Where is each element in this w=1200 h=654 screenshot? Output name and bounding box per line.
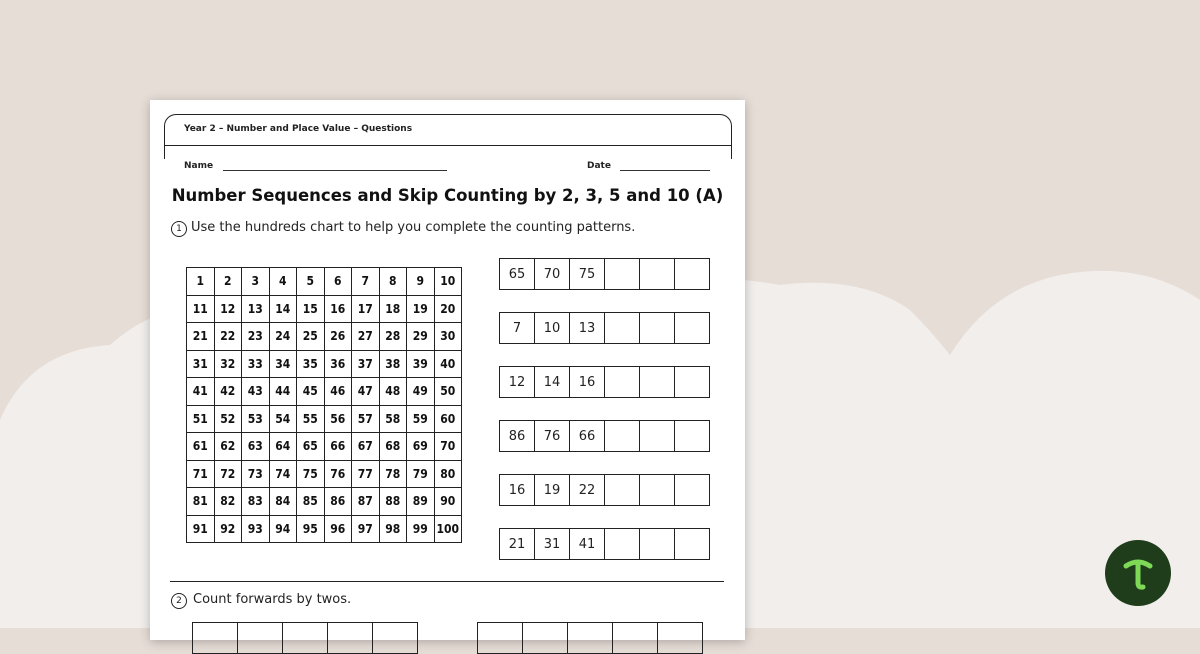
chart-cell: 19 [407, 295, 435, 323]
chart-cell: 37 [352, 350, 380, 378]
chart-cell: 69 [407, 433, 435, 461]
chart-cell: 31 [187, 350, 215, 378]
chart-row [187, 268, 462, 296]
answer-box[interactable] [612, 622, 658, 654]
chart-cell: 66 [324, 433, 352, 461]
given-number: 12 [499, 366, 535, 398]
chart-cell: 99 [407, 515, 435, 543]
chart-cell: 55 [297, 405, 325, 433]
chart-cell: 38 [379, 350, 407, 378]
chart-cell: 20 [434, 295, 462, 323]
chart-cell: 34 [269, 350, 297, 378]
given-number: 76 [534, 420, 570, 452]
chart-cell: 80 [434, 460, 462, 488]
answer-box[interactable] [639, 420, 675, 452]
chart-cell: 33 [242, 350, 270, 378]
chart-cell: 42 [214, 378, 242, 406]
answer-box[interactable] [604, 528, 640, 560]
chart-cell: 24 [269, 323, 297, 351]
chart-cell: 51 [187, 405, 215, 433]
chart-cell: 29 [407, 323, 435, 351]
chart-cell: 28 [379, 323, 407, 351]
given-number: 75 [569, 258, 605, 290]
chart-cell: 10 [434, 268, 462, 296]
answer-box[interactable] [604, 474, 640, 506]
given-number: 14 [534, 366, 570, 398]
given-number: 10 [534, 312, 570, 344]
chart-cell: 73 [242, 460, 270, 488]
chart-cell: 4 [269, 268, 297, 296]
chart-cell: 46 [324, 378, 352, 406]
worksheet-page [150, 100, 745, 640]
given-number: 65 [499, 258, 535, 290]
chart-cell: 77 [352, 460, 380, 488]
chart-cell: 63 [242, 433, 270, 461]
chart-cell: 96 [324, 515, 352, 543]
date-field[interactable] [620, 170, 710, 171]
counting-pattern-row [499, 312, 710, 344]
chart-cell: 39 [407, 350, 435, 378]
question-2-number: 2 [171, 593, 187, 609]
chart-cell: 22 [214, 323, 242, 351]
counting-pattern-row [499, 258, 710, 290]
chart-cell: 57 [352, 405, 380, 433]
chart-cell: 17 [352, 295, 380, 323]
chart-cell: 75 [297, 460, 325, 488]
chart-cell: 23 [242, 323, 270, 351]
chart-cell: 27 [352, 323, 380, 351]
given-number: 13 [569, 312, 605, 344]
answer-box[interactable] [477, 622, 523, 654]
answer-box[interactable] [192, 622, 238, 654]
chart-cell: 92 [214, 515, 242, 543]
chart-cell: 53 [242, 405, 270, 433]
chart-cell: 45 [297, 378, 325, 406]
hundreds-chart [186, 267, 462, 543]
chart-cell: 9 [407, 268, 435, 296]
chart-cell: 21 [187, 323, 215, 351]
header-rule [164, 145, 731, 146]
chart-cell: 14 [269, 295, 297, 323]
chart-cell: 11 [187, 295, 215, 323]
chart-cell: 61 [187, 433, 215, 461]
chart-cell: 78 [379, 460, 407, 488]
chart-cell: 70 [434, 433, 462, 461]
twos-pattern-left [192, 622, 418, 654]
chart-cell: 30 [434, 323, 462, 351]
answer-box[interactable] [639, 258, 675, 290]
answer-box[interactable] [282, 622, 328, 654]
given-number: 31 [534, 528, 570, 560]
chart-cell: 88 [379, 488, 407, 516]
chart-cell: 74 [269, 460, 297, 488]
chart-cell: 98 [379, 515, 407, 543]
chart-cell: 76 [324, 460, 352, 488]
chart-row [187, 488, 462, 516]
chart-cell: 54 [269, 405, 297, 433]
chart-cell: 43 [242, 378, 270, 406]
chart-cell: 100 [434, 515, 462, 543]
section-divider [170, 581, 724, 582]
given-number: 16 [569, 366, 605, 398]
chart-cell: 72 [214, 460, 242, 488]
chart-row [187, 460, 462, 488]
chart-cell: 47 [352, 378, 380, 406]
question-1-text: Use the hundreds chart to help you complete the counting patterns. [191, 220, 636, 235]
chart-row [187, 323, 462, 351]
twos-pattern-right [477, 622, 703, 654]
chart-cell: 3 [242, 268, 270, 296]
chart-row [187, 378, 462, 406]
answer-box[interactable] [674, 420, 710, 452]
chart-cell: 82 [214, 488, 242, 516]
chart-cell: 58 [379, 405, 407, 433]
answer-box[interactable] [674, 528, 710, 560]
answer-box[interactable] [604, 258, 640, 290]
chart-cell: 94 [269, 515, 297, 543]
chart-cell: 86 [324, 488, 352, 516]
worksheet-title: Number Sequences and Skip Counting by 2, 3, 5 and 10 (A) [171, 186, 724, 205]
answer-box[interactable] [604, 420, 640, 452]
chart-cell: 18 [379, 295, 407, 323]
chart-cell: 36 [324, 350, 352, 378]
answer-box[interactable] [372, 622, 418, 654]
given-number: 19 [534, 474, 570, 506]
answer-box[interactable] [237, 622, 283, 654]
chart-cell: 59 [407, 405, 435, 433]
header-frame [164, 114, 732, 159]
chart-row [187, 433, 462, 461]
question-1-number: 1 [171, 221, 187, 237]
chart-cell: 91 [187, 515, 215, 543]
answer-box[interactable] [674, 474, 710, 506]
chart-cell: 50 [434, 378, 462, 406]
chart-cell: 67 [352, 433, 380, 461]
chart-cell: 35 [297, 350, 325, 378]
chart-cell: 49 [407, 378, 435, 406]
logo-glyph [1118, 553, 1158, 593]
given-number: 86 [499, 420, 535, 452]
chart-cell: 95 [297, 515, 325, 543]
question-2-text: Count forwards by twos. [193, 592, 352, 607]
chart-cell: 8 [379, 268, 407, 296]
chart-cell: 40 [434, 350, 462, 378]
given-number: 70 [534, 258, 570, 290]
chart-cell: 1 [187, 268, 215, 296]
chart-cell: 90 [434, 488, 462, 516]
answer-box[interactable] [639, 366, 675, 398]
chart-cell: 44 [269, 378, 297, 406]
chart-cell: 15 [297, 295, 325, 323]
chart-cell: 79 [407, 460, 435, 488]
date-label: Date [587, 161, 611, 171]
chart-cell: 6 [324, 268, 352, 296]
counting-pattern-row [499, 420, 710, 452]
chart-cell: 5 [297, 268, 325, 296]
chart-row [187, 350, 462, 378]
chart-cell: 83 [242, 488, 270, 516]
chart-cell: 7 [352, 268, 380, 296]
chart-cell: 56 [324, 405, 352, 433]
chart-cell: 12 [214, 295, 242, 323]
chart-cell: 41 [187, 378, 215, 406]
chart-cell: 87 [352, 488, 380, 516]
chart-cell: 16 [324, 295, 352, 323]
chart-cell: 64 [269, 433, 297, 461]
given-number: 22 [569, 474, 605, 506]
chart-cell: 2 [214, 268, 242, 296]
answer-box[interactable] [639, 474, 675, 506]
answer-box[interactable] [604, 312, 640, 344]
given-number: 7 [499, 312, 535, 344]
answer-box[interactable] [674, 312, 710, 344]
answer-box[interactable] [522, 622, 568, 654]
chart-cell: 60 [434, 405, 462, 433]
counting-pattern-row [499, 366, 710, 398]
chart-cell: 93 [242, 515, 270, 543]
chart-cell: 84 [269, 488, 297, 516]
chart-cell: 81 [187, 488, 215, 516]
chart-cell: 26 [324, 323, 352, 351]
given-number: 41 [569, 528, 605, 560]
chart-cell: 32 [214, 350, 242, 378]
chart-cell: 85 [297, 488, 325, 516]
worksheet-subtitle: Year 2 – Number and Place Value – Questions [184, 124, 413, 134]
given-number: 16 [499, 474, 535, 506]
answer-box[interactable] [674, 366, 710, 398]
chart-cell: 48 [379, 378, 407, 406]
chart-cell: 62 [214, 433, 242, 461]
counting-pattern-row [499, 528, 710, 560]
answer-box[interactable] [639, 528, 675, 560]
counting-pattern-row [499, 474, 710, 506]
chart-cell: 89 [407, 488, 435, 516]
name-field[interactable] [223, 170, 447, 171]
name-label: Name [184, 161, 214, 171]
chart-row [187, 295, 462, 323]
answer-box[interactable] [657, 622, 703, 654]
answer-box[interactable] [639, 312, 675, 344]
chart-cell: 52 [214, 405, 242, 433]
chart-row [187, 405, 462, 433]
given-number: 21 [499, 528, 535, 560]
answer-box[interactable] [567, 622, 613, 654]
answer-box[interactable] [604, 366, 640, 398]
chart-cell: 71 [187, 460, 215, 488]
answer-box[interactable] [674, 258, 710, 290]
chart-row [187, 515, 462, 543]
chart-cell: 68 [379, 433, 407, 461]
given-number: 66 [569, 420, 605, 452]
chart-cell: 25 [297, 323, 325, 351]
chart-cell: 13 [242, 295, 270, 323]
chart-cell: 65 [297, 433, 325, 461]
answer-box[interactable] [327, 622, 373, 654]
chart-cell: 97 [352, 515, 380, 543]
sprout-t-icon[interactable] [1105, 540, 1171, 606]
